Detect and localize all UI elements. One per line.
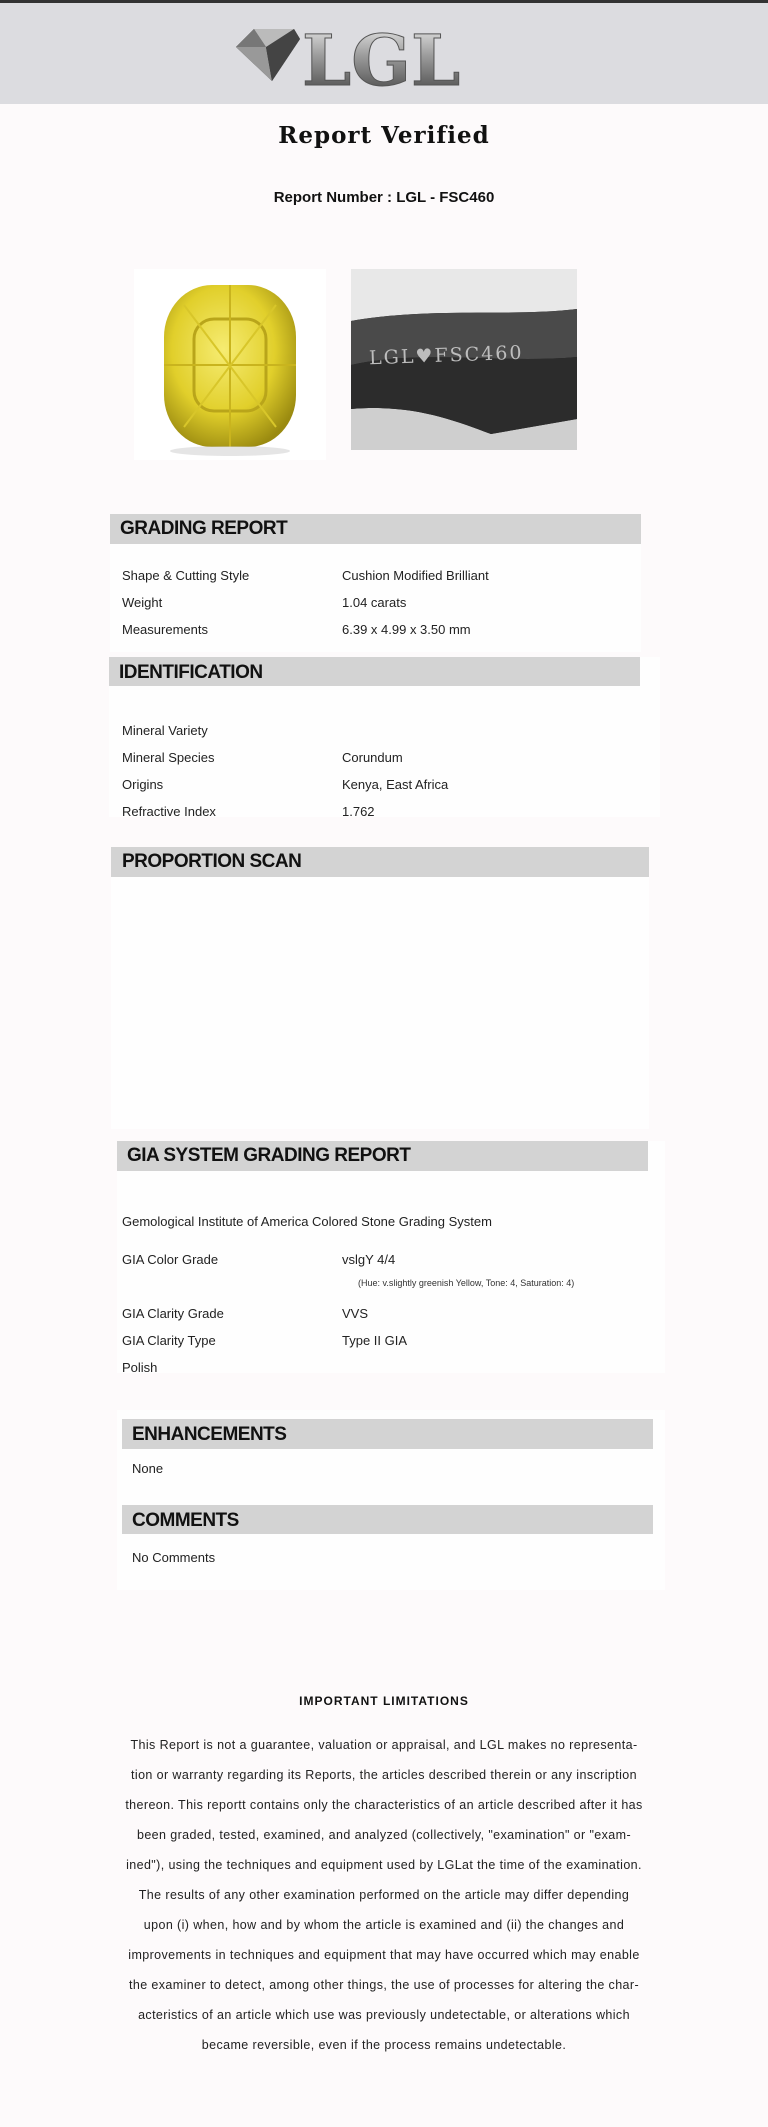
gia-clarity-type-value: Type II GIA [342, 1333, 408, 1348]
identification-heading: IDENTIFICATION [109, 657, 640, 686]
origins-value: Kenya, East Africa [342, 777, 449, 792]
gia-clarity-grade-label: GIA Clarity Grade [122, 1306, 224, 1321]
inscription-photo [351, 269, 577, 450]
limitations-line: acteristics of an article which use was previously undetectable, or alterations which [138, 2008, 630, 2022]
gia-intro-text: Gemological Institute of America Colored Stone Grading System [122, 1214, 492, 1229]
limitations-line: upon (i) when, how and by whom the article is examined and (ii) the changes and [143, 1918, 625, 1932]
gia-color-grade-label: GIA Color Grade [122, 1252, 219, 1267]
proportion-scan-heading: PROPORTION SCAN [111, 847, 649, 877]
report-number: Report Number : LGL - FSC460 [273, 189, 495, 206]
limitations-line: became reversible, even if the process remains undetectable. [201, 2038, 567, 2052]
gia-color-grade-note: (Hue: v.slightly greenish Yellow, Tone: 4, Saturation: 4) [358, 1278, 575, 1288]
enhancements-heading: ENHANCEMENTS [122, 1419, 653, 1449]
shape-label: Shape & Cutting Style [122, 568, 250, 583]
header-banner [0, 3, 768, 104]
svg-text:LGL: LGL [302, 19, 461, 97]
limitations-line: improvements in techniques and equipment that may have occurred which may enable [128, 1948, 640, 1962]
limitations-line: The results of any other examination performed on the article may differ depending [138, 1888, 630, 1902]
mineral-species-value: Corundum [342, 750, 403, 765]
lgl-logo [232, 17, 492, 97]
measurements-label: Measurements [122, 622, 208, 637]
refractive-index-label: Refractive Index [122, 804, 216, 819]
limitations-heading: IMPORTANT LIMITATIONS [299, 1694, 469, 1708]
limitations-line: thereon. This reportt contains only the characteristics of an article described after it has [125, 1798, 643, 1812]
diamond-icon [236, 29, 300, 81]
weight-value: 1.04 carats [342, 595, 407, 610]
mineral-variety-label: Mineral Variety [122, 723, 208, 738]
comments-heading: COMMENTS [122, 1505, 653, 1534]
limitations-line: been graded, tested, examined, and analyzed (collectively, "examination" or "exam- [136, 1828, 632, 1842]
proportion-scan-panel [111, 847, 649, 1129]
gia-clarity-grade-value: VVS [342, 1306, 369, 1321]
page-title: Report Verified [278, 122, 490, 149]
gia-color-grade-value: vslgY 4/4 [342, 1252, 396, 1267]
gemstone-photo [134, 269, 326, 460]
enhancements-value: None [132, 1461, 164, 1476]
gia-system-heading: GIA SYSTEM GRADING REPORT [117, 1141, 648, 1171]
grading-report-heading: GRADING REPORT [110, 514, 641, 544]
limitations-line: ined"), using the techniques and equipment used by LGLat the time of the examination. [126, 1858, 642, 1872]
limitations-line: tion or warranty regarding its Reports, the articles described therein or any inscription [131, 1768, 637, 1782]
limitations-line: This Report is not a guarantee, valuation or appraisal, and LGL makes no representa- [130, 1738, 638, 1752]
svg-text:LGL♥FSC460: LGL♥FSC460 [368, 341, 524, 370]
polish-label: Polish [122, 1360, 158, 1375]
comments-value: No Comments [132, 1550, 216, 1565]
shape-value: Cushion Modified Brilliant [342, 568, 489, 583]
refractive-index-value: 1.762 [342, 804, 375, 819]
measurements-value: 6.39 x 4.99 x 3.50 mm [342, 622, 471, 637]
mineral-species-label: Mineral Species [122, 750, 215, 765]
limitations-line: the examiner to detect, among other things, the use of processes for altering the char- [128, 1978, 640, 1992]
weight-label: Weight [122, 595, 163, 610]
gia-clarity-type-label: GIA Clarity Type [122, 1333, 216, 1348]
origins-label: Origins [122, 777, 164, 792]
